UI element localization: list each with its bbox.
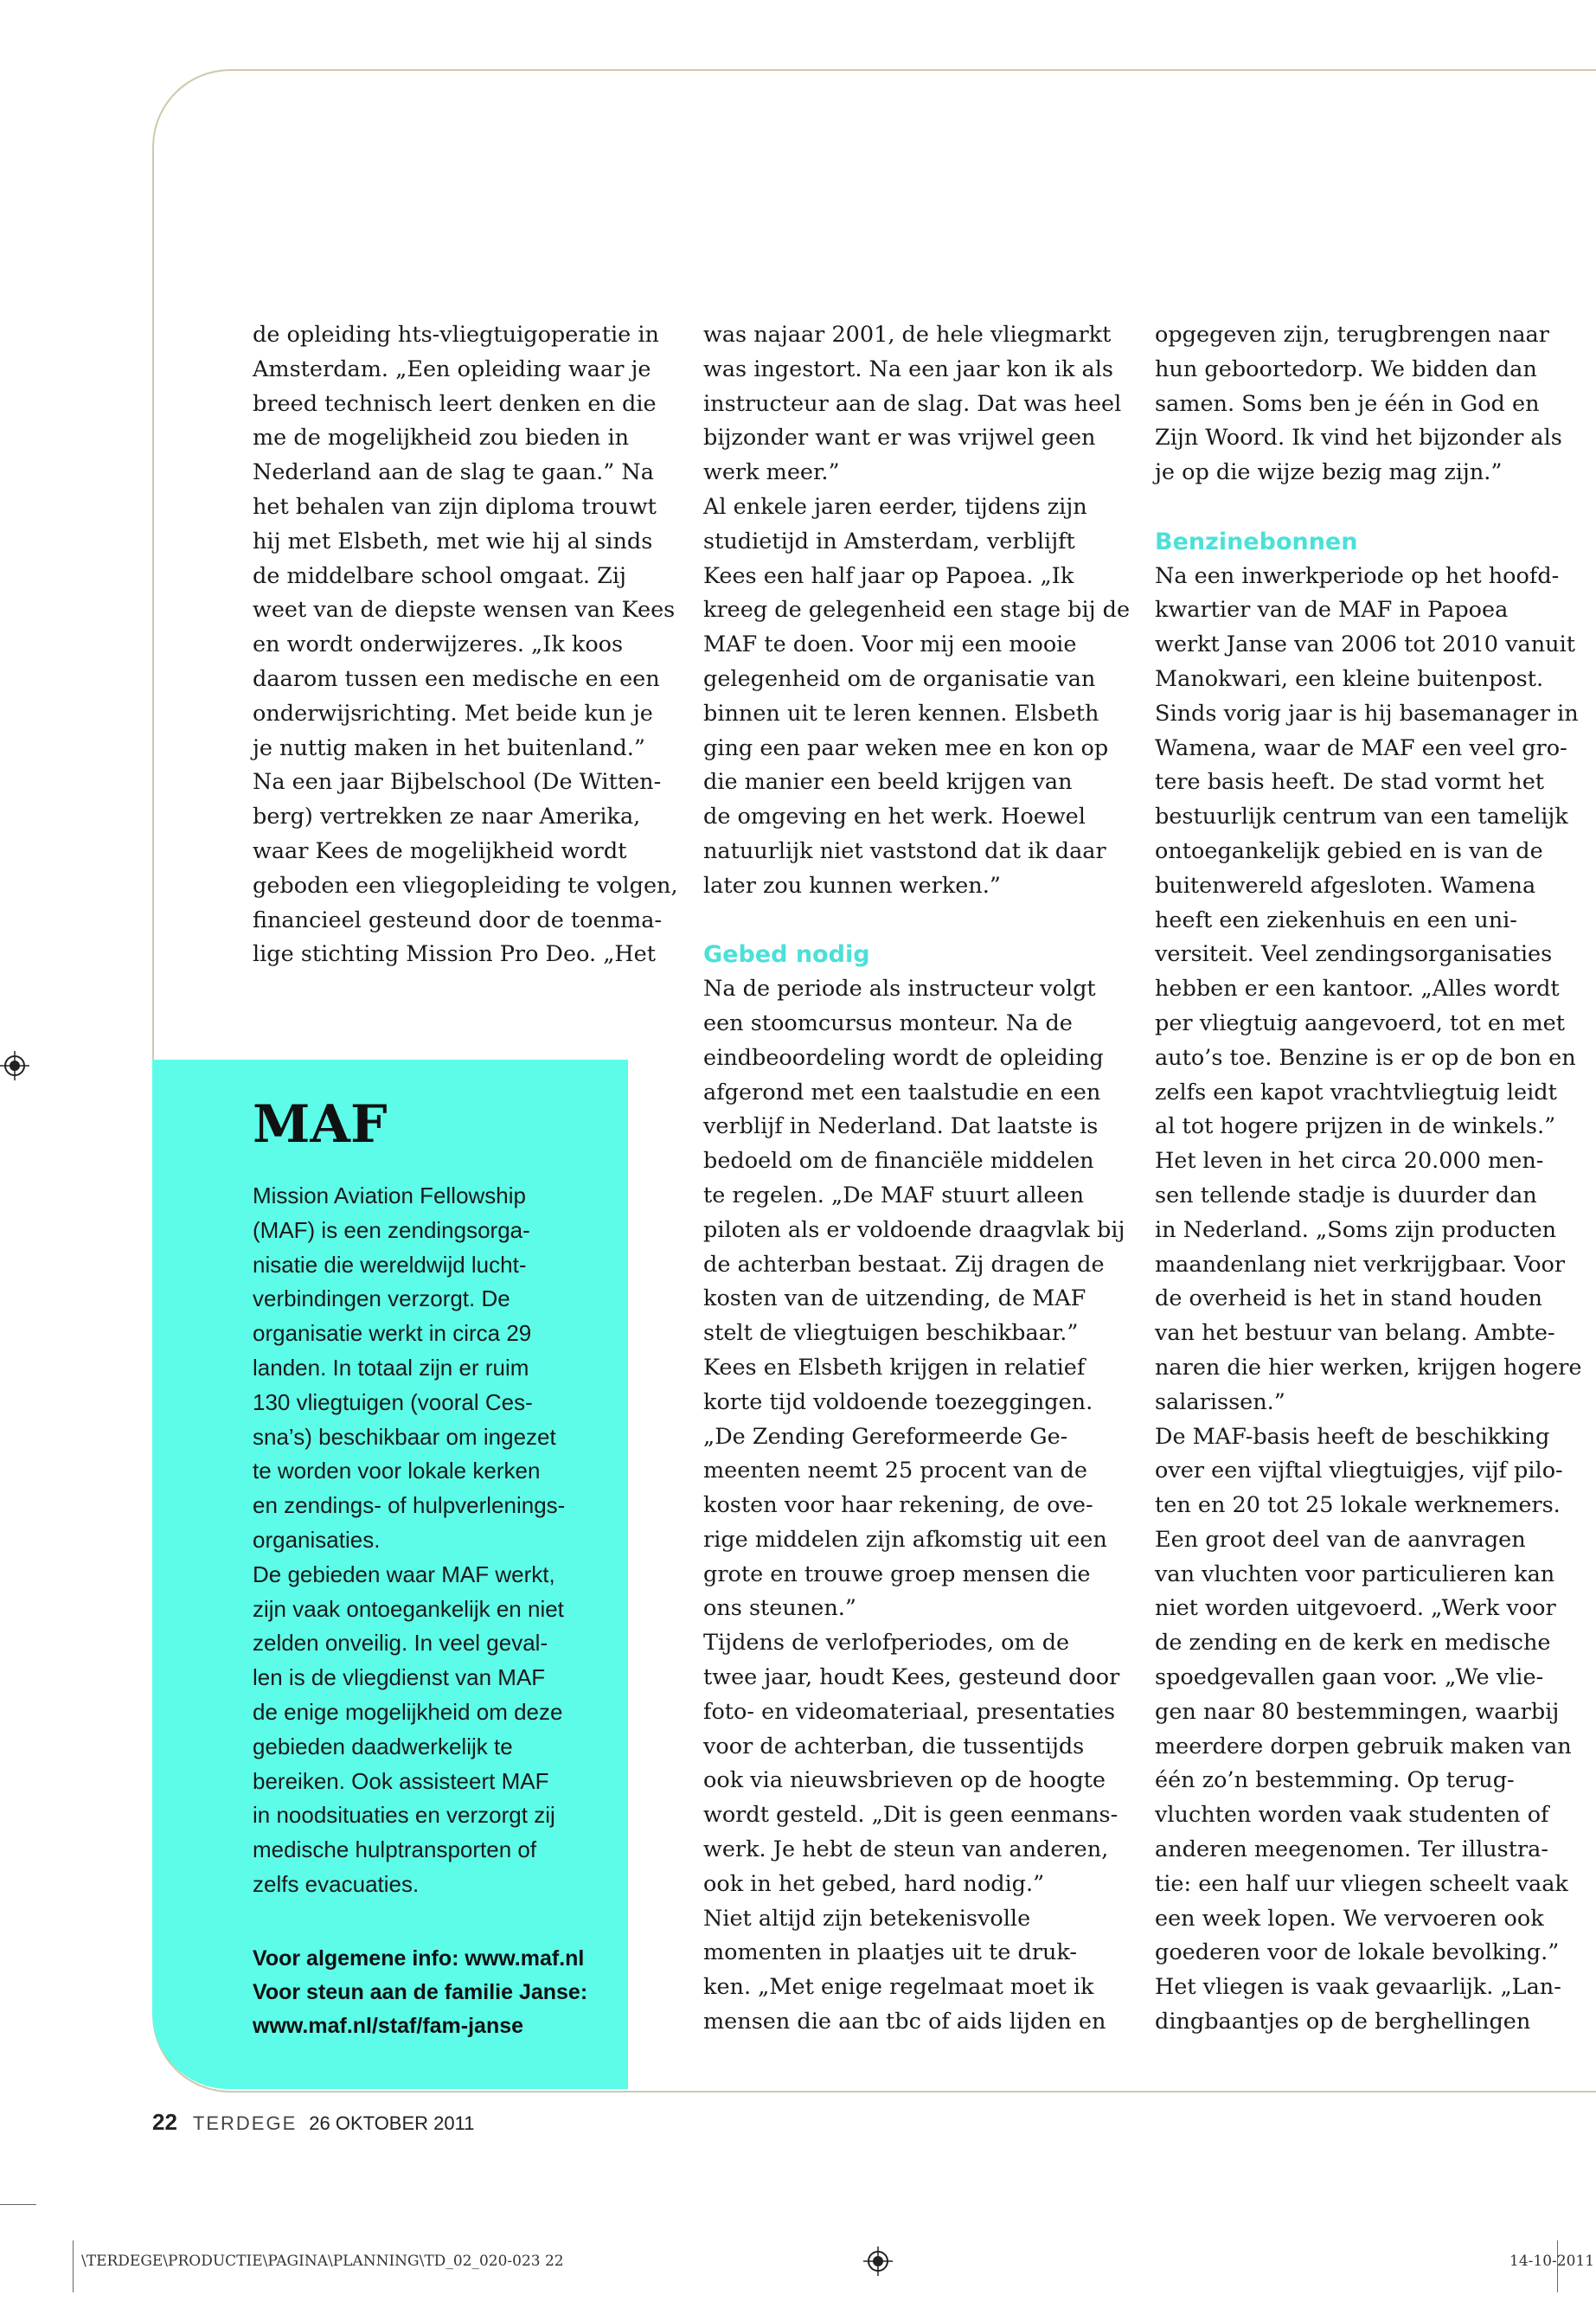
text-line: goederen voor de lokale bevolking.”: [1155, 1939, 1560, 1966]
text-line: zelfs evacuaties.: [253, 1870, 420, 1897]
text-line: landen. In totaal zijn er ruim: [253, 1354, 529, 1381]
text-line: niet worden uitgevoerd. „Werk voor: [1155, 1595, 1556, 1622]
text-line: je nuttig maken in het buitenland.”: [253, 734, 645, 761]
text-line: werk meer.”: [703, 459, 840, 486]
text-line: meerdere dorpen gebruik maken van: [1155, 1733, 1572, 1759]
text-line: de zending en de kerk en medische: [1155, 1630, 1551, 1657]
text-line: breed technisch leert denken en die: [253, 390, 657, 417]
text-line: gelegenheid om de organisatie van: [703, 665, 1096, 692]
text-line: je op die wijze bezig mag zijn.”: [1155, 459, 1503, 486]
text-line: kosten voor haar rekening, de ove-: [703, 1492, 1093, 1519]
text-line: Kees en Elsbeth krijgen in relatief: [703, 1354, 1086, 1381]
text-line: waar Kees de mogelijkheid wordt: [253, 837, 627, 864]
text-line: lige stichting Mission Pro Deo. „Het: [253, 941, 656, 968]
text-line: momenten in plaatjes uit te druk-: [703, 1939, 1078, 1966]
box-title: MAF: [253, 1094, 388, 1155]
text-line: korte tijd voldoende toezeggingen.: [703, 1388, 1093, 1415]
text-line: medische hulptransporten of: [253, 1836, 537, 1863]
text-line: Zijn Woord. Ik vind het bijzonder als: [1155, 425, 1562, 452]
page-number: 22: [152, 2109, 177, 2135]
text-line: eindbeoordeling wordt de opleiding: [703, 1044, 1104, 1071]
text-line: organisatie werkt in circa 29: [253, 1320, 532, 1347]
text-line: onderwijsrichting. Met beide kun je: [253, 700, 653, 727]
article-column-1: [253, 318, 685, 972]
text-line: per vliegtuig aangevoerd, tot en met: [1155, 1009, 1566, 1036]
text-line: Voor algemene info: www.maf.nl: [253, 1946, 585, 1971]
text-line: weet van de diepste wensen van Kees: [253, 597, 676, 624]
text-line: Sinds vorig jaar is hij basemanager in: [1155, 700, 1579, 727]
text-line: piloten als er voldoende draagvlak bij: [703, 1216, 1125, 1243]
text-line: binnen uit te leren kennen. Elsbeth: [703, 700, 1099, 727]
text-line: hij met Elsbeth, met wie hij al sinds: [253, 528, 653, 554]
text-line: samen. Soms ben je één in God en: [1155, 390, 1540, 417]
text-line: het behalen van zijn diploma trouwt: [253, 493, 657, 520]
text-line: foto- en videomateriaal, presentaties: [703, 1698, 1116, 1725]
text-line: sen tellende stadje is duurder dan: [1155, 1182, 1537, 1208]
text-line: een stoomcursus monteur. Na de: [703, 1009, 1073, 1036]
text-line: ten en 20 tot 25 lokale werknemers.: [1155, 1492, 1561, 1519]
text-line: Nederland aan de slag te gaan.” Na: [253, 459, 654, 486]
text-line: Een groot deel van de aanvragen: [1155, 1526, 1526, 1553]
text-line: financieel gesteund door de toenma-: [253, 907, 663, 933]
text-line: van vluchten voor particulieren kan: [1155, 1561, 1555, 1587]
registration-mark-icon: [863, 2247, 893, 2276]
text-line: voor de achterban, die tussentijds: [703, 1733, 1085, 1759]
text-line: zelden onveilig. In veel geval-: [253, 1630, 548, 1657]
text-line: meenten neemt 25 procent van de: [703, 1458, 1087, 1484]
text-line: buitenwereld afgesloten. Wamena: [1155, 872, 1536, 899]
subhead-benzinebonnen: Benzinebonnen: [1155, 528, 1358, 555]
text-line: die manier een beeld krijgen van: [703, 769, 1073, 796]
text-line: heeft een ziekenhuis en een uni-: [1155, 907, 1517, 933]
text-line: werk. Je hebt de steun van anderen,: [703, 1836, 1109, 1863]
text-line: later zou kunnen werken.”: [703, 872, 1001, 899]
text-line: stelt de vliegtuigen beschikbaar.”: [703, 1320, 1079, 1347]
text-line: Kees een half jaar op Papoea. „Ik: [703, 562, 1074, 589]
text-line: werkt Janse van 2006 tot 2010 vanuit: [1155, 631, 1575, 658]
text-line: van het bestuur van belang. Ambte-: [1155, 1320, 1555, 1347]
text-line: naren die hier werken, krijgen hogere: [1155, 1354, 1582, 1381]
text-line: www.maf.nl/staf/fam-janse: [253, 2014, 524, 2038]
text-line: MAF te doen. Voor mij een mooie: [703, 631, 1077, 658]
text-line: Voor steun aan de familie Janse:: [253, 1980, 588, 2004]
text-line: kwartier van de MAF in Papoea: [1155, 597, 1509, 624]
text-line: was ingestort. Na een jaar kon ik als: [703, 356, 1113, 382]
text-line: Het vliegen is vaak gevaarlijk. „Lan-: [1155, 1974, 1561, 2001]
text-line: De gebieden waar MAF werkt,: [253, 1561, 555, 1587]
text-line: nisatie die wereldwijd lucht-: [253, 1251, 527, 1278]
text-line: tere basis heeft. De stad vormt het: [1155, 769, 1545, 796]
crop-mark: [73, 2240, 74, 2292]
text-line: Manokwari, een kleine buitenpost.: [1155, 665, 1544, 692]
text-line: in noodsituaties en verzorgt zij: [253, 1802, 555, 1829]
issue-date: 26 OKTOBER 2011: [309, 2112, 475, 2134]
text-line: en zendings- of hulpverlenings-: [253, 1492, 566, 1519]
text-line: „De Zending Gereformeerde Ge-: [703, 1423, 1068, 1450]
text-line: tie: een half uur vliegen scheelt vaak: [1155, 1870, 1568, 1897]
text-line: verbindingen verzorgt. De: [253, 1285, 510, 1312]
text-line: ging een paar weken mee en kon op: [703, 734, 1109, 761]
text-line: de achterban bestaat. Zij dragen de: [703, 1251, 1105, 1278]
text-line: Amsterdam. „Een opleiding waar je: [253, 356, 651, 382]
article-column-2: [703, 318, 1136, 2040]
text-line: Al enkele jaren eerder, tijdens zijn: [703, 493, 1087, 520]
text-line: grote en trouwe groep mensen die: [703, 1561, 1091, 1587]
text-line: Niet altijd zijn betekenisvolle: [703, 1905, 1031, 1932]
text-line: bijzonder want er was vrijwel geen: [703, 425, 1096, 452]
text-line: wordt gesteld. „Dit is geen eenmans-: [703, 1802, 1118, 1829]
text-line: ken. „Met enige regelmaat moet ik: [703, 1974, 1094, 2001]
text-line: Het leven in het circa 20.000 men-: [1155, 1148, 1544, 1175]
text-line: anderen meegenomen. Ter illustra-: [1155, 1836, 1548, 1863]
text-line: een week lopen. We vervoeren ook: [1155, 1905, 1544, 1932]
text-line: spoedgevallen gaan voor. „We vlie-: [1155, 1664, 1544, 1691]
text-line: al tot hogere prijzen in de winkels.”: [1155, 1113, 1556, 1140]
text-line: sna’s) beschikbaar om ingezet: [253, 1423, 556, 1450]
text-line: (MAF) is een zendingsorga-: [253, 1216, 530, 1243]
subhead-gebed-nodig: Gebed nodig: [703, 941, 870, 969]
text-line: twee jaar, houdt Kees, gesteund door: [703, 1664, 1120, 1691]
text-line: len is de vliegdienst van MAF: [253, 1664, 546, 1691]
text-line: de omgeving en het werk. Hoewel: [703, 804, 1086, 830]
text-line: zijn vaak ontoegankelijk en niet: [253, 1595, 564, 1622]
text-line: gebieden daadwerkelijk te: [253, 1733, 513, 1759]
text-line: Mission Aviation Fellowship: [253, 1183, 526, 1208]
text-line: versiteit. Veel zendingsorganisaties: [1155, 941, 1553, 968]
text-line: Na een inwerkperiode op het hoofd-: [1155, 562, 1560, 589]
text-line: in Nederland. „Soms zijn producten: [1155, 1216, 1557, 1243]
text-line: verblijf in Nederland. Dat laatste is: [703, 1113, 1099, 1140]
box-links: [253, 1942, 587, 2043]
text-line: ook in het gebed, hard nodig.”: [703, 1870, 1045, 1897]
text-line: Tijdens de verlofperiodes, om de: [703, 1630, 1070, 1657]
text-line: over een vijftal vliegtuigjes, vijf pilo-: [1155, 1458, 1563, 1484]
text-line: opgegeven zijn, terugbrengen naar: [1155, 322, 1549, 348]
text-line: de overheid is het in stand houden: [1155, 1285, 1542, 1312]
crop-mark: [0, 2204, 36, 2205]
text-line: kosten van de uitzending, de MAF: [703, 1285, 1086, 1312]
text-line: hebben er een kantoor. „Alles wordt: [1155, 976, 1560, 1003]
text-line: de opleiding hts-vliegtuigoperatie in: [253, 322, 659, 348]
text-line: De MAF-basis heeft de beschikking: [1155, 1423, 1550, 1450]
text-line: Na een jaar Bijbelschool (De Witten-: [253, 769, 662, 796]
text-line: kreeg de gelegenheid een stage bij de: [703, 597, 1131, 624]
text-line: berg) vertrekken ze naar Amerika,: [253, 804, 641, 830]
slug-date: 14-10-2011: [1509, 2253, 1595, 2270]
text-line: maandenlang niet verkrijgbaar. Voor: [1155, 1251, 1566, 1278]
magazine-name: TERDEGE: [192, 2112, 298, 2134]
text-line: mensen die aan tbc of aids lijden en: [703, 2009, 1106, 2035]
text-line: 130 vliegtuigen (vooral Ces-: [253, 1388, 533, 1415]
article-column-3: [1155, 318, 1587, 2040]
text-line: hun geboortedorp. We bidden dan: [1155, 356, 1537, 382]
box-body: [253, 1179, 616, 1902]
text-line: natuurlijk niet vaststond dat ik daar: [703, 837, 1106, 864]
text-line: één zo’n bestemming. Op terug-: [1155, 1767, 1515, 1794]
text-line: zelfs een kapot vrachtvliegtuig leidt: [1155, 1079, 1557, 1106]
text-line: gen naar 80 bestemmingen, waarbij: [1155, 1698, 1560, 1725]
text-line: en wordt onderwijzeres. „Ik koos: [253, 631, 624, 658]
text-line: afgerond met een taalstudie en een: [703, 1079, 1101, 1106]
text-line: ook via nieuwsbrieven op de hoogte: [703, 1767, 1106, 1794]
text-line: geboden een vliegopleiding te volgen,: [253, 872, 678, 899]
text-line: bereiken. Ook assisteert MAF: [253, 1767, 549, 1794]
slug-path: \TERDEGE\PRODUCTIE\PAGINA\PLANNING\TD_02_020-023 22: [81, 2253, 564, 2270]
text-line: salarissen.”: [1155, 1388, 1285, 1415]
text-line: Na de periode als instructeur volgt: [703, 976, 1096, 1003]
text-line: te worden voor lokale kerken: [253, 1458, 541, 1484]
text-line: bedoeld om de financiële middelen: [703, 1148, 1094, 1175]
page-folio: [152, 2109, 474, 2136]
text-line: auto’s toe. Benzine is er op de bon en: [1155, 1044, 1576, 1071]
text-line: vluchten worden vaak studenten of: [1155, 1802, 1549, 1829]
text-line: ons steunen.”: [703, 1595, 856, 1622]
maf-info-box: [152, 1060, 628, 2089]
text-line: me de mogelijkheid zou bieden in: [253, 425, 630, 452]
text-line: instructeur aan de slag. Dat was heel: [703, 390, 1122, 417]
text-line: rige middelen zijn afkomstig uit een: [703, 1526, 1107, 1553]
text-line: ontoegankelijk gebied en is van de: [1155, 837, 1543, 864]
text-line: de enige mogelijkheid om deze: [253, 1698, 563, 1725]
text-line: was najaar 2001, de hele vliegmarkt: [703, 322, 1112, 348]
text-line: organisaties.: [253, 1526, 381, 1553]
text-line: dingbaantjes op de berghellingen: [1155, 2009, 1531, 2035]
registration-mark-icon: [0, 1051, 29, 1080]
text-line: Wamena, waar de MAF een veel gro-: [1155, 734, 1567, 761]
text-line: bestuurlijk centrum van een tamelijk: [1155, 804, 1568, 830]
text-line: studietijd in Amsterdam, verblijft: [703, 528, 1075, 554]
text-line: daarom tussen een medische en een: [253, 665, 660, 692]
text-line: de middelbare school omgaat. Zij: [253, 562, 626, 589]
text-line: te regelen. „De MAF stuurt alleen: [703, 1182, 1085, 1208]
